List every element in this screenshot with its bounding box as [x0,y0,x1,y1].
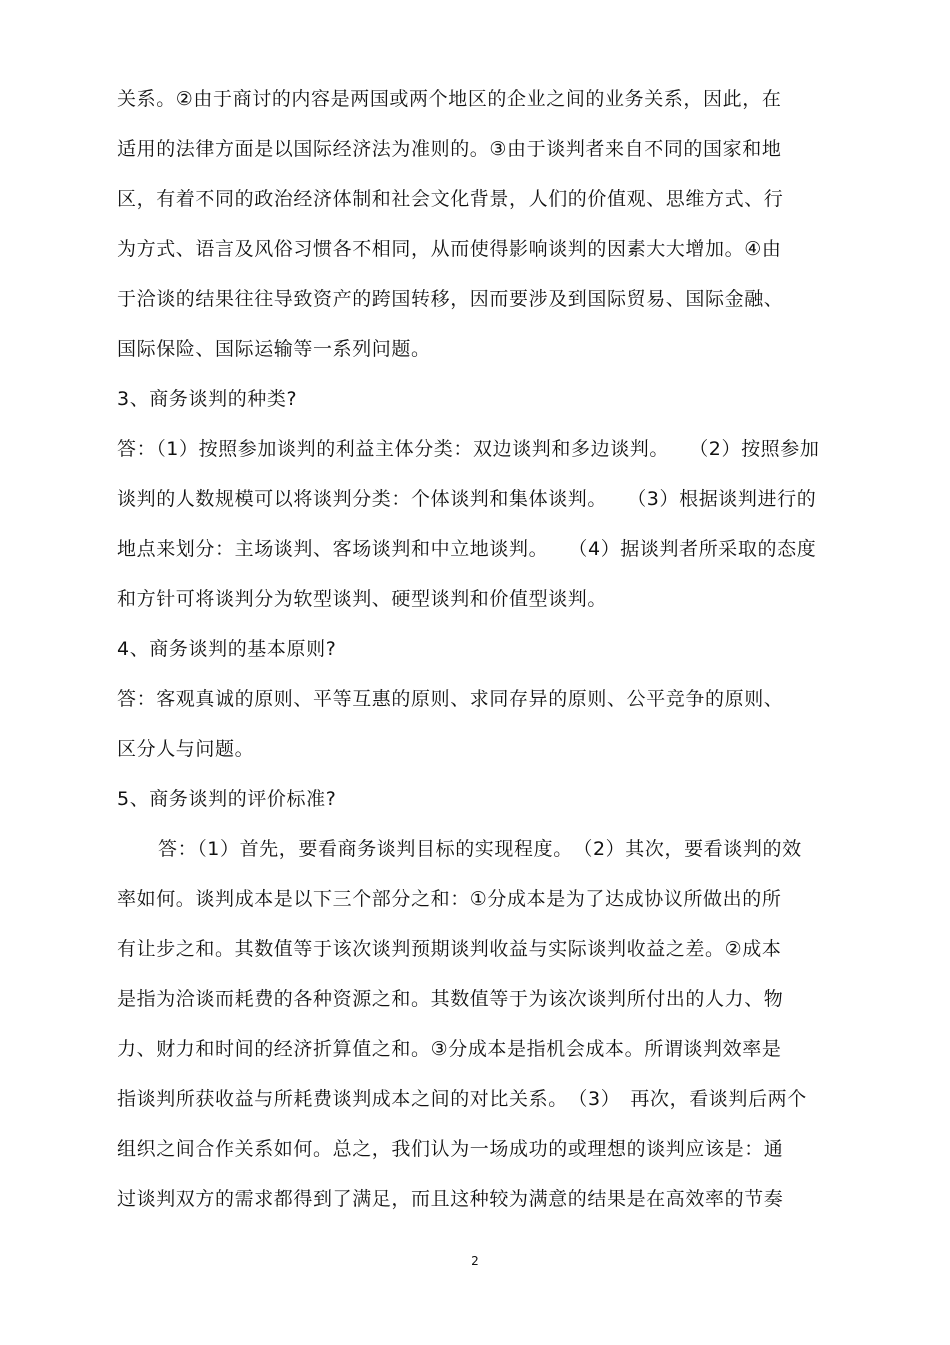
text-line: 组织之间合作关系如何。总之，我们认为一场成功的或理想的谈判应该是：通 [117,1138,784,1160]
text-line: 是指为洽谈而耗费的各种资源之和。其数值等于为该次谈判所付出的人力、物 [117,988,784,1010]
section-heading: 3、商务谈判的种类? [117,388,298,410]
page-number: 2 [471,1254,479,1268]
text-line: 答：（1）按照参加谈判的利益主体分类：双边谈判和多边谈判。 （2）按照参加 [117,438,820,460]
text-line: 关系。②由于商讨的内容是两国或两个地区的企业之间的业务关系，因此，在 [117,88,782,110]
text-line: 力、财力和时间的经济折算值之和。③分成本是指机会成本。所谓谈判效率是 [117,1038,782,1060]
text-line: 答：客观真诚的原则、平等互惠的原则、求同存异的原则、公平竞争的原则、 [117,688,784,710]
text-line: 有让步之和。其数值等于该次谈判预期谈判收益与实际谈判收益之差。②成本 [117,938,782,960]
text-line: 适用的法律方面是以国际经济法为准则的。③由于谈判者来自不同的国家和地 [117,138,782,160]
text-line: 区，有着不同的政治经济体制和社会文化背景，人们的价值观、思维方式、行 [117,188,784,210]
text-line: 地点来划分：主场谈判、客场谈判和中立地谈判。 （4）据谈判者所采取的态度 [117,538,817,560]
text-line: 指谈判所获收益与所耗费谈判成本之间的对比关系。 （3） 再次，看谈判后两个 [117,1088,807,1110]
text-line: 和方针可将谈判分为软型谈判、硬型谈判和价值型谈判。 [117,588,608,610]
text-line: 为方式、语言及风俗习惯各不相同，从而使得影响谈判的因素大大增加。④由 [117,238,782,260]
section-heading: 4、商务谈判的基本原则? [117,638,337,660]
section-heading: 5、商务谈判的评价标准? [117,788,337,810]
text-line: 国际保险、国际运输等一系列问题。 [117,338,431,360]
text-line: 过谈判双方的需求都得到了满足，而且这种较为满意的结果是在高效率的节奏 [117,1188,784,1210]
text-line: 于洽谈的结果往往导致资产的跨国转移，因而要涉及到国际贸易、国际金融、 [117,288,784,310]
text-line: 答：（1）首先，要看商务谈判目标的实现程度。 （2）其次，要看谈判的效 [158,838,802,860]
text-line: 谈判的人数规模可以将谈判分类：个体谈判和集体谈判。 （3）根据谈判进行的 [117,488,817,510]
text-line: 区分人与问题。 [117,738,255,760]
text-line: 率如何。谈判成本是以下三个部分之和：①分成本是为了达成协议所做出的所 [117,888,782,910]
